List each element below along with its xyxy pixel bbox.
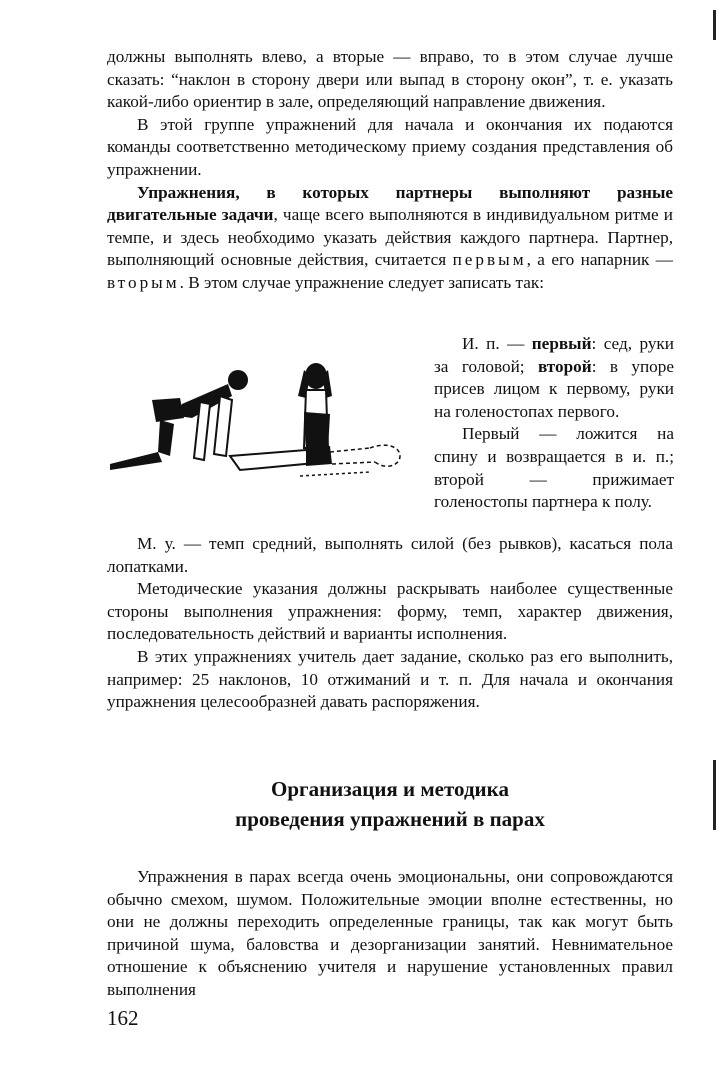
paragraph-1: должны выполнять влево, а вторые — вправо, то в этом случае лучше сказать: “наклон в сторону двери или выпад в сторону окон”, т. е. указать какой-либо ориентир в зале, определяющий направление движения. [107, 47, 673, 112]
page-number: 162 [107, 1006, 139, 1030]
heading-line-1: Организация и методика [271, 777, 509, 801]
first-label: первый [531, 334, 592, 353]
lying-position-outline-2 [300, 472, 370, 476]
paragraph-3-text-b: , а его напарник — [526, 250, 673, 270]
paragraph-3 [107, 182, 673, 295]
second-partner-figure [110, 370, 248, 470]
exercise-illustration [100, 352, 420, 492]
ip-first-text: : сед, руки за головой; [434, 334, 674, 376]
section-heading [107, 774, 673, 834]
ip-prefix: И. п. — [462, 334, 532, 353]
scan-edge-mark [713, 10, 716, 40]
term-second: вторым [107, 272, 180, 292]
paragraph-methodical: Методические указания должны раскрывать наиболее существенные стороны выполнения упражнения: форму, темп, характер движения, последовательность действий и варианты исполнения. [107, 579, 673, 644]
exercise-description [434, 333, 674, 514]
paragraph-pairs-emotions: Упражнения в парах всегда очень эмоциональны, они сопровождаются обычно смехом, шумом. Положительные эмоции вполне естественны, но они не должны переходить определенные границы, так как могут быть причиной шума, баловства и дезорганизации занятий. Невнимательное отношение к объяснению учителя и нарушение установленных правил выполнения [107, 867, 673, 999]
bottom-text-block [107, 866, 673, 1002]
heading-line-2: проведения упражнений в парах [235, 807, 545, 831]
ip-second-text: : в упоре присев лицом к первому, руки на голеностопах первого. [434, 356, 674, 421]
second-label: второй [537, 356, 592, 376]
starting-position [434, 333, 674, 423]
term-first: первым [452, 250, 527, 270]
top-text-block [107, 46, 673, 295]
paragraph-3-text-c: . В этом случае упражнение следует записать так: [179, 272, 544, 292]
exercise-actions: Первый — ложится на спину и возвращается в и. п.; второй — прижимает голеностопы партнера к полу. [434, 424, 674, 512]
lying-position-outline [330, 445, 400, 466]
paragraph-2: В этой группе упражнений для начала и окончания их подаются команды соответственно методическому приему создания представления об упражнении. [107, 114, 673, 179]
paragraph-teacher: В этих упражнениях учитель дает задание, сколько раз его выполнить, например: 25 наклонов, 10 отжиманий и т. п. Для начала и окончания упражнения целесообразней давать распоряжения. [107, 646, 673, 712]
paragraph-3-text-a: , чаще всего выполняются в индивидуальном ритме и темпе, и здесь необходимо указать действия каждого партнера. Партнер, выполняющий основные действия, считается [107, 205, 673, 270]
paragraph-3-bold-lead: Упражнения, в которых партнеры выполняют разные двигательные задачи [107, 182, 673, 225]
middle-text-block [107, 533, 673, 714]
paragraph-mu: М. у. — темп средний, выполнять силой (без рывков), касаться пола лопатками. [107, 534, 673, 576]
scan-edge-mark [713, 760, 716, 830]
